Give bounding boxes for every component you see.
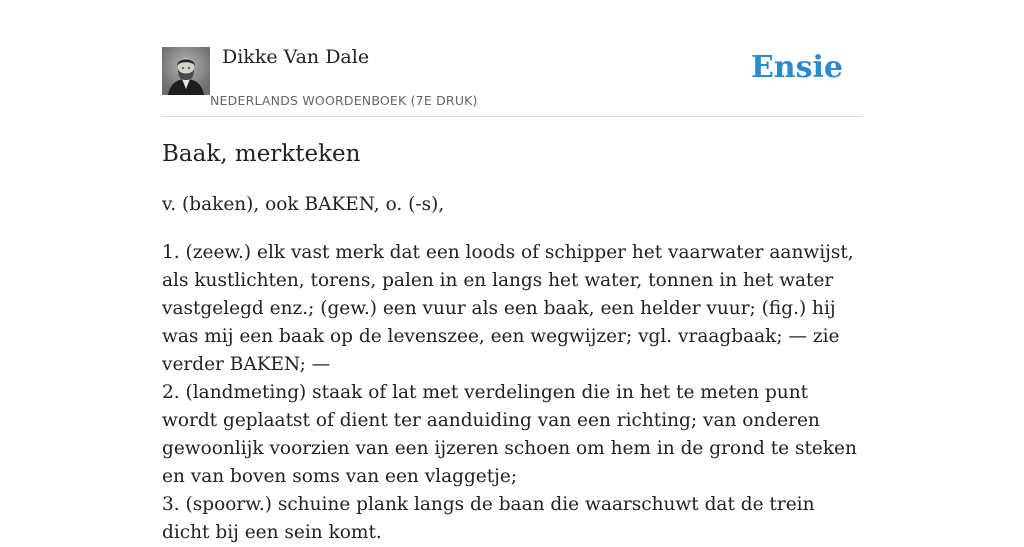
entry-definition bbox=[162, 239, 862, 547]
brand-logo[interactable]: Ensie bbox=[750, 50, 843, 85]
portrait-image bbox=[162, 47, 210, 95]
page-container bbox=[162, 0, 862, 543]
source-subtitle[interactable]: NEDERLANDS WOORDENBOEK (7E DRUK) bbox=[210, 93, 478, 108]
entry-grammar: v. (baken), ook BAKEN, o. (-s), bbox=[162, 194, 445, 215]
definition-2: 2. (landmeting) staak of lat met verdelingen die in het te meten punt wordt geplaatst of dient ter aanduiding van een richting; van onderen gewoonlijk voorzien van een ijzeren schoen om hem in de grond te steken en van boven soms van een vlaggetje; bbox=[162, 382, 857, 487]
author-name[interactable]: Dikke Van Dale bbox=[222, 46, 370, 68]
header bbox=[162, 0, 862, 117]
entry-title: Baak, merkteken bbox=[162, 141, 361, 167]
author-avatar[interactable] bbox=[162, 47, 210, 95]
definition-1: 1. (zeew.) elk vast merk dat een loods of schipper het vaarwater aanwijst, als kustlichten, torens, palen in en langs het water, tonnen in het water vastgelegd enz.; (gew.) een vuur als een baak, een helder vuur; (fig.) hij was mij een baak op de levenszee, een wegwijzer; vgl. vraagbaak; — zie verder BAKEN; — bbox=[162, 242, 854, 375]
definition-3: 3. (spoorw.) schuine plank langs de baan die waarschuwt dat de trein dicht bij een sein komt. bbox=[162, 494, 815, 543]
